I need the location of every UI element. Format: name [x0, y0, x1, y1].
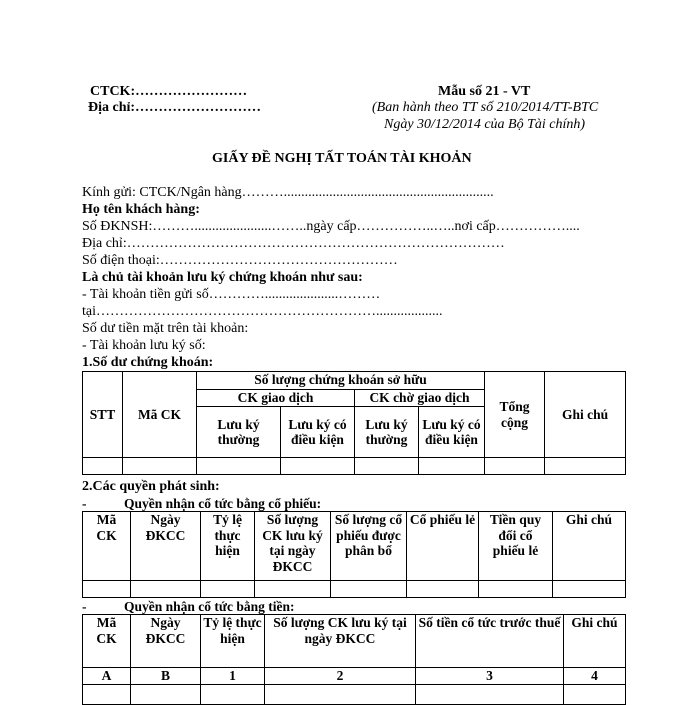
code-cell: 1	[201, 668, 265, 685]
table-cell	[407, 581, 479, 598]
col-stt: STT	[83, 372, 123, 458]
col-ma-ck: Mã CK	[123, 372, 197, 458]
col-quantity-record-date: Số lượng CK lưu ký tại ngày ĐKCC	[265, 615, 416, 668]
code-cell: B	[131, 668, 201, 685]
col-ma-ck: Mã CK	[83, 615, 131, 668]
securities-balance-table	[82, 371, 626, 475]
col-odd-shares: Cổ phiếu lẻ	[407, 512, 479, 581]
table-cell	[131, 581, 201, 598]
issued-date: Ngày 30/12/2014 của Bộ Tài chính)	[384, 117, 586, 132]
col-conditional-pending: Lưu ký có điều kiện	[419, 407, 485, 458]
cash-balance-line: Số dư tiền mặt trên tài khoản:	[82, 321, 249, 336]
recipient-line: Kính gửi: CTCK/Ngân hàng………............................................................	[82, 185, 494, 200]
table-cell	[331, 581, 407, 598]
code-cell: 2	[265, 668, 416, 685]
cash-dividend-table	[82, 614, 626, 705]
col-regular-pending: Lưu ký thường	[355, 407, 419, 458]
id-line: Số ĐKNSH:………......................……..ngày cấp……………..…..nơi cấp……………....	[82, 219, 580, 234]
col-pending: CK chờ giao dịch	[355, 390, 485, 407]
issued-by: (Ban hành theo TT số 210/2014/TT-BTC	[372, 100, 599, 115]
table-row	[83, 581, 626, 598]
table-cell	[201, 581, 255, 598]
customer-name-label: Họ tên khách hàng:	[82, 202, 200, 217]
table-cell	[419, 458, 485, 475]
table-row	[83, 668, 626, 685]
table-cell	[416, 685, 564, 705]
col-note: Ghi chú	[553, 512, 626, 581]
col-ma-ck: Mã CK	[83, 512, 131, 581]
custody-account-line: - Tài khoản lưu ký số:	[82, 338, 206, 353]
stock-dividend-label: Quyền nhận cổ tức bằng cổ phiếu:	[124, 496, 322, 511]
page-title: GIẤY ĐỀ NGHỊ TẤT TOÁN TÀI KHOẢN	[212, 151, 472, 166]
col-ratio: Tỷ lệ thực hiện	[201, 615, 265, 668]
table-cell	[265, 685, 416, 705]
col-ratio: Tỷ lệ thực hiện	[201, 512, 255, 581]
table-cell	[564, 685, 626, 705]
code-cell: 4	[564, 668, 626, 685]
cash-dividend-label: Quyền nhận cổ tức bằng tiền:	[124, 599, 295, 614]
code-cell: A	[83, 668, 131, 685]
col-odd-shares-cash: Tiền quy đổi cổ phiếu lẻ	[479, 512, 553, 581]
table-cell	[83, 581, 131, 598]
col-record-date: Ngày ĐKCC	[131, 512, 201, 581]
col-quantity-record-date: Số lượng CK lưu ký tại ngày ĐKCC	[255, 512, 331, 581]
table-cell	[123, 458, 197, 475]
col-regular-traded: Lưu ký thường	[197, 407, 281, 458]
col-total: Tổng cộng	[485, 372, 545, 458]
table-cell	[201, 685, 265, 705]
table-cell	[83, 685, 131, 705]
ctck-field: CTCK:……………………	[90, 84, 248, 99]
section1-heading: 1.Số dư chứng khoán:	[82, 355, 214, 370]
table-row	[83, 685, 626, 705]
table-cell	[485, 458, 545, 475]
stock-dividend-table	[82, 511, 626, 598]
col-note: Ghi chú	[564, 615, 626, 668]
table-cell	[479, 581, 553, 598]
section2-heading: 2.Các quyền phát sinh:	[82, 479, 220, 494]
address-line: Địa chỉ:………………………………………………………………………	[82, 236, 505, 251]
table-cell	[355, 458, 419, 475]
cash-account-line: - Tài khoản tiền gửi số………….....................………	[82, 287, 381, 302]
table-row	[83, 458, 626, 475]
phone-line: Số điện thoại:……………………………………………	[82, 253, 398, 268]
table-cell	[545, 458, 626, 475]
col-note: Ghi chú	[545, 372, 626, 458]
col-traded: CK giao dịch	[197, 390, 355, 407]
col-record-date: Ngày ĐKCC	[131, 615, 201, 668]
table-cell	[255, 581, 331, 598]
code-cell: 3	[416, 668, 564, 685]
col-conditional-traded: Lưu ký có điều kiện	[281, 407, 355, 458]
table-cell	[281, 458, 355, 475]
table-cell	[131, 685, 201, 705]
cash-account-bank-line: tại……………………………………………………...................	[82, 304, 443, 319]
form-number: Mẫu số 21 - VT	[438, 84, 531, 99]
table-cell	[553, 581, 626, 598]
bullet-dash: -	[82, 496, 87, 511]
address-field: Địa chỉ:………………………	[88, 100, 262, 115]
owner-line: Là chủ tài khoản lưu ký chứng khoán như sau:	[82, 270, 363, 285]
table-cell	[197, 458, 281, 475]
col-group-owned: Số lượng chứng khoán sở hữu	[197, 372, 485, 390]
col-allocated-shares: Số lượng cổ phiếu được phân bổ	[331, 512, 407, 581]
table-cell	[83, 458, 123, 475]
col-dividend-before-tax: Số tiền cổ tức trước thuế	[416, 615, 564, 668]
bullet-dash: -	[82, 599, 87, 614]
